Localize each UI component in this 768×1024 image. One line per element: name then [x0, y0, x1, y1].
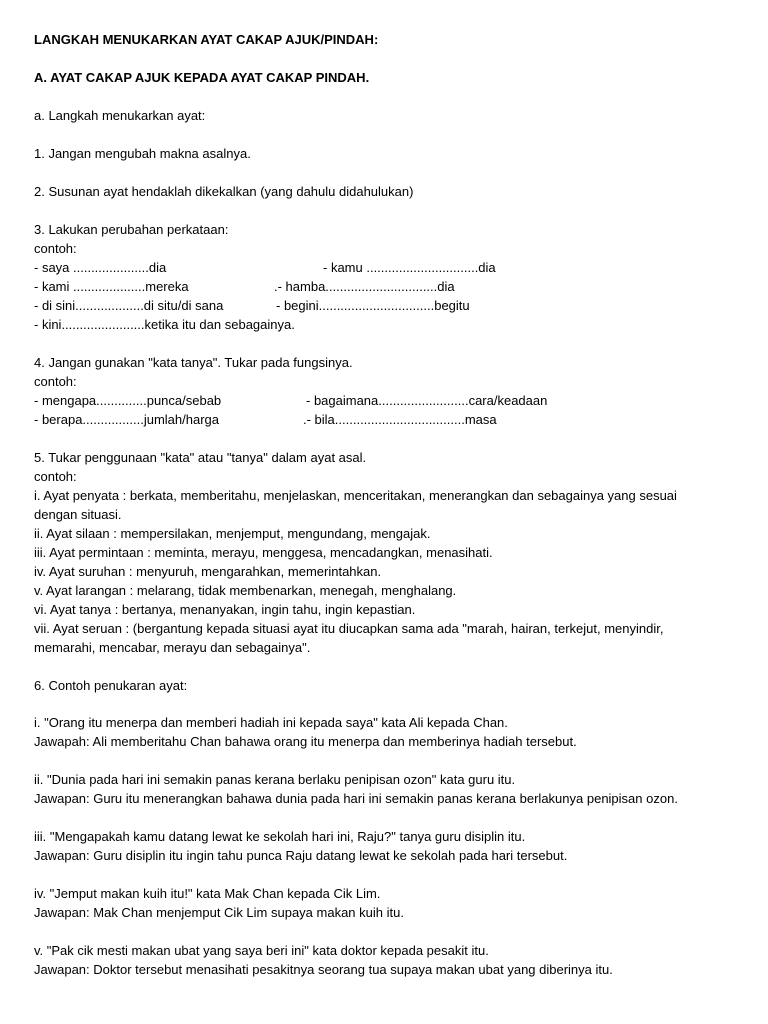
example-question: v. "Pak cik mesti makan ubat yang saya beri ini" kata doktor kepada pesakit itu.	[34, 943, 489, 958]
example-answer: Jawapan: Guru disiplin itu ingin tahu punca Raju datang lewat ke sekolah pada hari tersebut.	[34, 848, 568, 863]
step-5-line: vi. Ayat tanya : bertanya, menanyakan, ingin tahu, ingin kepastian.	[34, 602, 416, 617]
example-question: iii. "Mengapakah kamu datang lewat ke sekolah hari ini, Raju?" tanya guru disiplin itu.	[34, 829, 526, 844]
document-title: LANGKAH MENUKARKAN AYAT CAKAP AJUK/PINDAH:	[34, 32, 379, 47]
section-a-heading: A. AYAT CAKAP AJUK KEPADA AYAT CAKAP PINDAH.	[34, 70, 370, 85]
step-4-heading: 4. Jangan gunakan "kata tanya". Tukar pada fungsinya.	[34, 355, 353, 370]
step-2: 2. Susunan ayat hendaklah dikekalkan (yang dahulu didahulukan)	[34, 184, 414, 199]
step-5-contoh: contoh:	[34, 469, 77, 484]
step-4-row-left: - berapa.................jumlah/harga	[34, 412, 219, 427]
step-5-line: iv. Ayat suruhan : menyuruh, mengarahkan, memerintahkan.	[34, 564, 382, 579]
step-4-row-right: .- bila....................................masa	[303, 412, 497, 427]
step-3-row	[34, 315, 295, 334]
step-3-row-right: - begini................................begitu	[276, 298, 470, 313]
step-3-row-left: - saya .....................dia	[34, 260, 167, 275]
step-3-row	[34, 296, 470, 315]
step-5-heading: 5. Tukar penggunaan "kata" atau "tanya" dalam ayat asal.	[34, 450, 367, 465]
step-3-row-left: - kini.......................ketika itu dan sebagainya.	[34, 317, 295, 332]
step-1: 1. Jangan mengubah makna asalnya.	[34, 146, 251, 161]
step-3-contoh: contoh:	[34, 241, 77, 256]
step-4-row-left: - mengapa..............punca/sebab	[34, 393, 222, 408]
step-4-row	[34, 410, 497, 429]
step-6-heading: 6. Contoh penukaran ayat:	[34, 678, 188, 693]
example-question: ii. "Dunia pada hari ini semakin panas kerana berlaku penipisan ozon" kata guru itu.	[34, 772, 516, 787]
step-3-heading: 3. Lakukan perubahan perkataan:	[34, 222, 229, 237]
step-5-line: dengan situasi.	[34, 507, 122, 522]
example-question: iv. "Jemput makan kuih itu!" kata Mak Chan kepada Cik Lim.	[34, 886, 381, 901]
step-5-line: memarahi, mencabar, merayu dan sebagainya".	[34, 640, 311, 655]
step-4-row	[34, 391, 548, 410]
step-5-line: vii. Ayat seruan : (bergantung kepada situasi ayat itu diucapkan sama ada "marah, hairan, terkejut, menyindir,	[34, 621, 664, 636]
step-5-line: iii. Ayat permintaan : meminta, merayu, menggesa, mencadangkan, menasihati.	[34, 545, 493, 560]
step-3-row	[34, 277, 455, 296]
sub-a-heading: a. Langkah menukarkan ayat:	[34, 108, 206, 123]
example-answer: Jawapan: Doktor tersebut menasihati pesakitnya seorang tua supaya makan ubat yang diberinya itu.	[34, 962, 613, 977]
step-3-row	[34, 258, 496, 277]
step-3-row-left: - di sini...................di situ/di sana	[34, 298, 224, 313]
example-answer: Jawapan: Guru itu menerangkan bahawa dunia pada hari ini semakin panas kerana berlakunya penipisan ozon.	[34, 791, 678, 806]
step-3-row-right: .- hamba...............................dia	[274, 279, 455, 294]
example-answer: Jawapan: Mak Chan menjemput Cik Lim supaya makan kuih itu.	[34, 905, 404, 920]
step-5-line: v. Ayat larangan : melarang, tidak membenarkan, menegah, menghalang.	[34, 583, 457, 598]
step-5-line: i. Ayat penyata : berkata, memberitahu, menjelaskan, menceritakan, menerangkan dan sebagainya yang sesuai	[34, 488, 677, 503]
step-3-row-left: - kami ....................mereka	[34, 279, 189, 294]
step-5-line: ii. Ayat silaan : mempersilakan, menjemput, mengundang, mengajak.	[34, 526, 431, 541]
step-3-row-right: - kamu ...............................dia	[323, 260, 496, 275]
step-4-contoh: contoh:	[34, 374, 77, 389]
example-question: i. "Orang itu menerpa dan memberi hadiah ini kepada saya" kata Ali kepada Chan.	[34, 715, 508, 730]
step-4-row-right: - bagaimana.........................cara/keadaan	[306, 393, 548, 408]
example-answer: Jawapah: Ali memberitahu Chan bahawa orang itu menerpa dan memberinya hadiah tersebut.	[34, 734, 577, 749]
